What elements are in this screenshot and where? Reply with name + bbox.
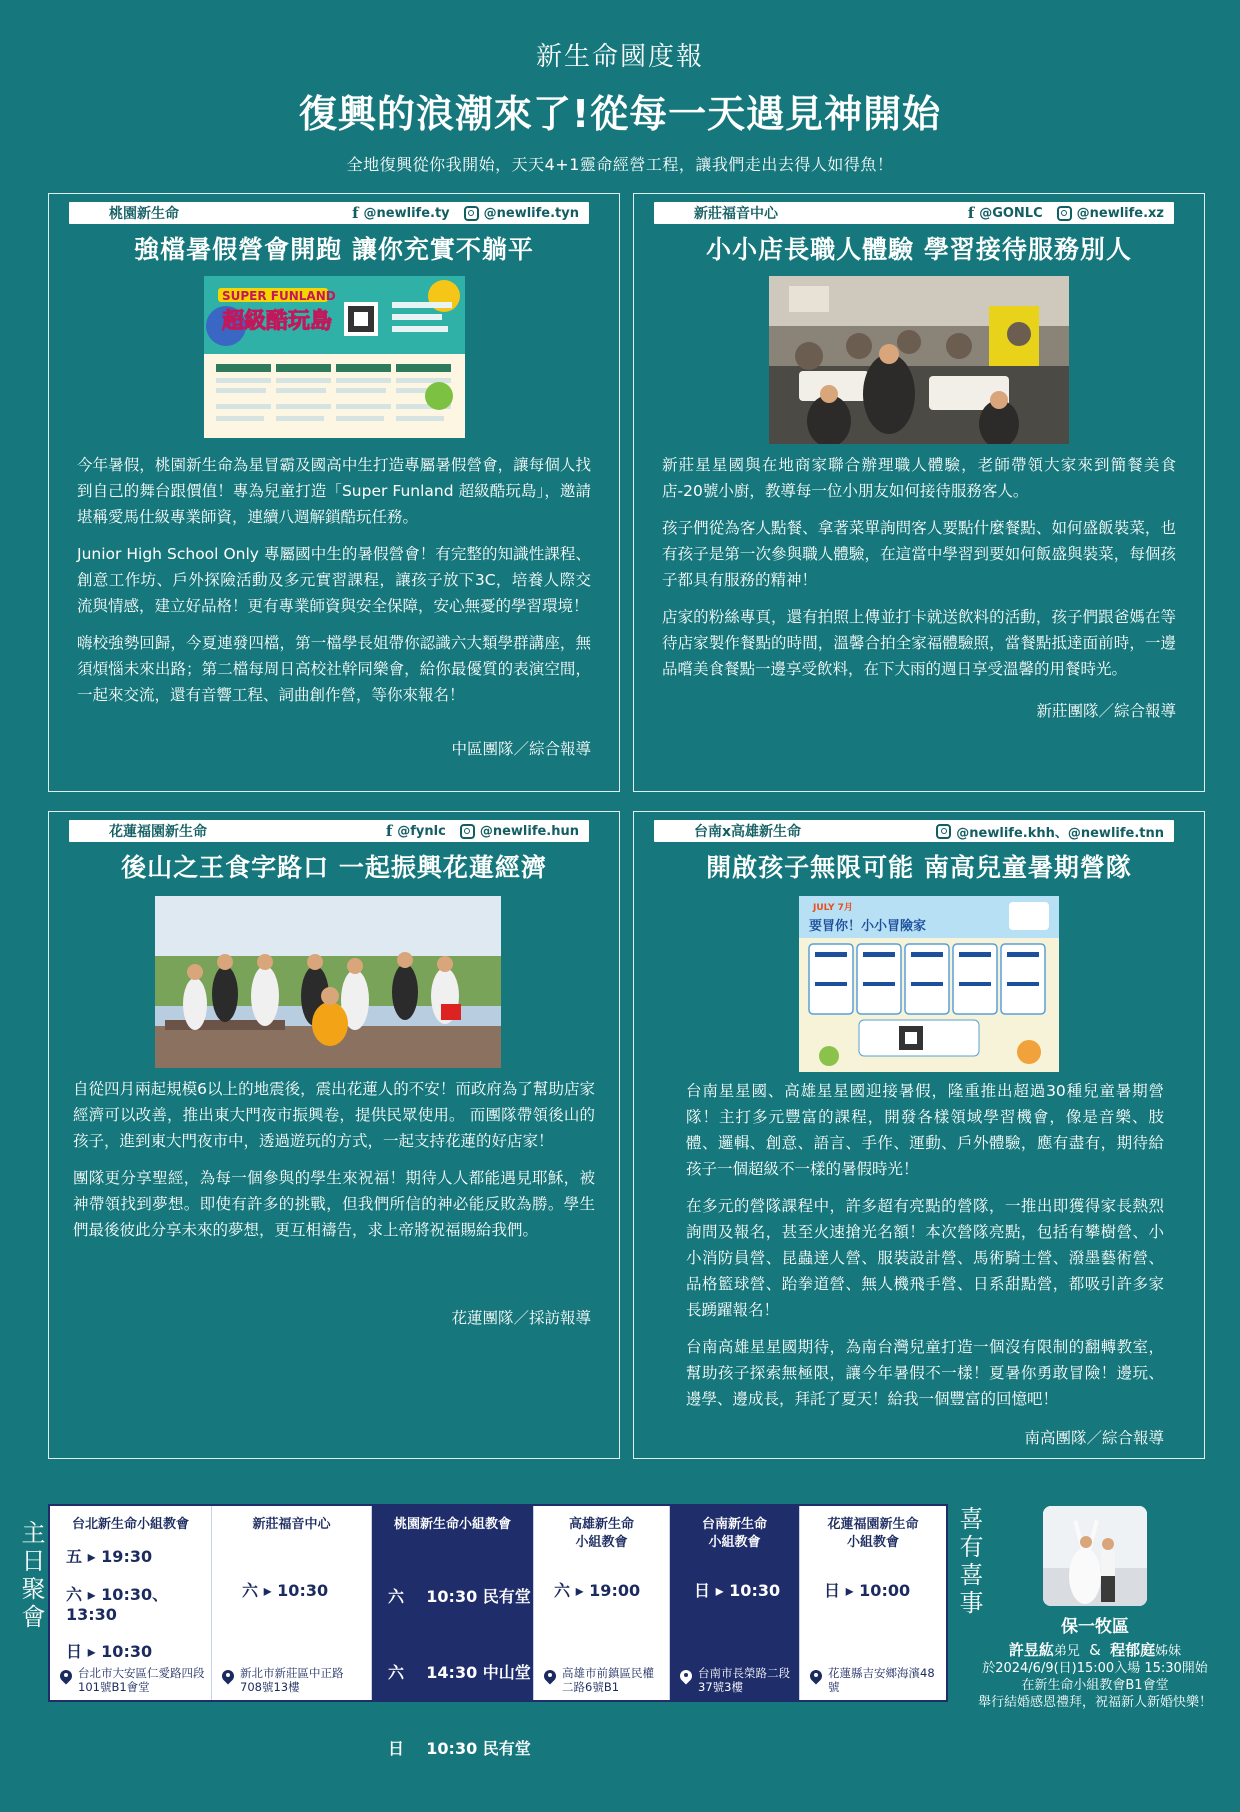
paragraph: 自從四月兩起規模6以上的地震後，震出花蓮人的不安！而政府為了幫助店家經濟可以改善，推出東大門夜市振興卷，提供民眾使用。 而團隊帶領後山的孩子，進到東大門夜市中，透過遊玩的方式，一起支持花蓮的好店家！ <box>73 1080 595 1150</box>
church-name: 台南x高雄新生命 <box>694 824 802 840</box>
article-header-bar <box>654 202 1174 224</box>
schedule-col-hualien <box>800 1506 946 1700</box>
church-address[interactable] <box>222 1666 365 1694</box>
service-time: 六 14:30 中山堂 <box>388 1663 531 1682</box>
article-credit: 新莊團隊／綜合報導 <box>1036 702 1176 720</box>
paragraph: 台南高雄星星國期待，為南台灣兒童打造一個沒有限制的翻轉教室，幫助孩子探索無極限，讓今年暑假不一樣！夏暑你勇敢冒險！邊玩、邊學、邊成長，拜託了夏天！給我一個豐富的回憶吧！ <box>686 1338 1164 1408</box>
location-pin-icon <box>222 1670 234 1686</box>
instagram-handle[interactable]: @newlife.hun <box>479 823 579 839</box>
groom-name: 許昱紘 <box>1008 1641 1054 1659</box>
article-tainan-kaohsiung <box>633 811 1205 1459</box>
schedule-church-name: 台南新生命 小組教會 <box>701 1517 767 1550</box>
couple-names <box>960 1639 1230 1660</box>
article-body <box>686 1078 1164 1423</box>
service-time: 六 10:30 民有堂 <box>388 1587 531 1606</box>
wedding-title: 保一牧區 <box>1061 1617 1129 1637</box>
article-hualien <box>48 811 620 1459</box>
poster-title-text: JULY 7月 <box>813 903 853 913</box>
group-photo <box>155 896 501 1068</box>
location-pin-icon <box>680 1670 692 1686</box>
service-time: 日 10:30 民有堂 <box>388 1739 531 1758</box>
service-time: 日 ▸ 10:00 <box>824 1581 911 1600</box>
facebook-handle[interactable]: @fynlc <box>397 823 446 839</box>
sunday-service-label: 主日聚會 <box>17 1520 45 1632</box>
wedding-place: 在新生命小組教會B1會堂 <box>1021 1678 1169 1693</box>
schedule-col-taoyuan <box>372 1506 534 1758</box>
schedule-col-kaohsiung <box>534 1506 670 1700</box>
schedule-col-xinzhuang <box>212 1506 372 1700</box>
paragraph: 新莊星星國與在地商家聯合辦理職人體驗，老師帶領大家來到簡餐美食店-20號小廚，教導每一位小朋友如何接待服務客人。 <box>662 456 1176 500</box>
instagram-handle[interactable]: @newlife.tyn <box>483 205 579 221</box>
article-xinzhuang <box>633 193 1205 792</box>
facebook-icon: f <box>967 204 975 222</box>
paragraph: 在多元的營隊課程中，許多超有亮點的營隊，一推出即獲得家長熱烈詢問及報名，甚至火速搶光名額！本次營隊亮點，包括有攀樹營、小小消防員營、昆蟲達人營、服裝設計營、馬術騎士營、潑墨藝術營、品格籃球營、跆拳道營、無人機飛手營、日系甜點營，都吸引許多家長踴躍報名！ <box>686 1197 1164 1319</box>
church-address[interactable] <box>810 1666 940 1694</box>
article-body <box>662 452 1176 693</box>
bride-name: 程郁庭 <box>1110 1641 1156 1659</box>
address-text: 花蓮縣吉安鄉海濱48號 <box>828 1666 935 1694</box>
paragraph: 嗨校強勢回歸，今夏連發四檔，第一檔學長姐帶你認識六大類學群講座，無須煩惱未來出路；第二檔每周日高校社幹同樂會，給你最優質的表演空間，一起來交流，還有音響工程、詞曲創作營，等你來報名！ <box>77 634 591 704</box>
service-schedule <box>48 1504 948 1758</box>
article-title: 開啟孩子無限可能 南高兒童暑期營隊 <box>706 853 1132 882</box>
article-credit: 花蓮團隊／採訪報導 <box>451 1309 591 1327</box>
service-time: 日 ▸ 10:30 <box>694 1581 781 1600</box>
paragraph: 團隊更分享聖經，為每一個參與的學生來祝福！期待人人都能遇見耶穌，被神帶領找到夢想。即使有許多的挑戰，但我們所信的神必能反敗為勝。學生們最後彼此分享未來的夢想，更互相禱告，求上帝將祝福賜給我們。 <box>73 1169 595 1239</box>
paragraph: Junior High School Only 專屬國中生的暑假營會！有完整的知識性課程、創意工作坊、戶外探險活動及多元實習課程，讓孩子放下3C，培養人際交流與情感，建立好品格！更有專業師資與安全保障，安心無憂的學習環境！ <box>77 545 591 615</box>
service-time: 五 ▸ 19:30 <box>66 1547 153 1566</box>
instagram-handle[interactable]: @newlife.xz <box>1076 205 1164 221</box>
camp-poster-image <box>799 896 1059 1072</box>
page-title: 復興的浪潮來了!從每一天遇見神開始 <box>298 92 942 136</box>
church-name: 新莊福音中心 <box>694 206 778 222</box>
service-time: 六 ▸ 19:00 <box>554 1581 641 1600</box>
paragraph: 孩子們從為客人點餐、拿著菜單詢問客人要點什麼餐點、如何盛飯裝菜，也有孩子是第一次參與職人體驗，在這當中學習到要如何飯盛與裝菜，每個孩子都具有服務的精神！ <box>662 519 1176 589</box>
schedule-church-name: 桃園新生命小組教會 <box>393 1517 511 1532</box>
paragraph: 台南星星國、高雄星星國迎接暑假，隆重推出超過30種兒童暑期營隊！主打多元豐富的課程，開發各樣領域學習機會，像是音樂、肢體、邏輯、創意、語言、手作、運動、戶外體驗，應有盡有，期待給孩子一個超級不一樣的暑假時光！ <box>686 1082 1164 1178</box>
church-address[interactable] <box>544 1666 663 1694</box>
paragraph: 今年暑假，桃園新生命為星冒霸及國高中生打造專屬暑假營會，讓每個人找到自己的舞台跟價值！專為兒童打造「Super Funland 超級酷玩島」，邀請堪稱愛馬仕級專業師資，連續八週解鎖酷玩任務。 <box>77 456 591 526</box>
instagram-icon <box>1057 206 1072 221</box>
paragraph: 店家的粉絲專頁，還有拍照上傳並打卡就送飲料的活動，孩子們跟爸媽在等待店家製作餐點的時間，溫馨合拍全家福體驗照，當餐點抵達面前時，一邊品嚐美食餐點一邊享受飲料，在下大雨的週日享受溫馨的用餐時光。 <box>662 608 1176 678</box>
article-credit: 中區團隊／綜合報導 <box>451 740 591 758</box>
schedule-church-name: 新莊福音中心 <box>252 1517 331 1532</box>
article-body <box>77 452 591 719</box>
church-address[interactable] <box>60 1666 205 1694</box>
article-title: 強檔暑假營會開跑 讓你充實不躺平 <box>134 235 534 264</box>
article-header-bar <box>69 820 589 842</box>
instagram-icon <box>936 824 951 839</box>
instagram-icon <box>464 206 479 221</box>
facebook-handle[interactable]: @GONLC <box>979 205 1043 221</box>
schedule-col-tainan <box>670 1506 800 1700</box>
article-taoyuan <box>48 193 620 792</box>
facebook-handle[interactable]: @newlife.ty <box>363 205 450 221</box>
wedding-section-label: 喜有喜事 <box>955 1506 983 1618</box>
location-pin-icon <box>60 1670 72 1686</box>
facebook-icon: f <box>385 822 393 840</box>
poster-sub-text: 要冒你！小小冒險家 <box>809 919 927 934</box>
wedding-desc: 舉行結婚感恩禮拜，祝福新人新婚快樂！ <box>977 1695 1212 1710</box>
camp-poster-image <box>204 276 465 438</box>
article-title: 小小店長職人體驗 學習接待服務別人 <box>706 235 1132 264</box>
ampersand: & <box>1089 1641 1101 1659</box>
schedule-church-name: 高雄新生命 小組教會 <box>568 1517 634 1550</box>
church-name: 花蓮福園新生命 <box>109 824 207 840</box>
article-credit: 南高團隊／綜合報導 <box>1024 1429 1164 1447</box>
address-text: 台南市長榮路二段37號3樓 <box>698 1666 790 1694</box>
schedule-col-taipei <box>50 1506 212 1700</box>
address-text: 新北市新莊區中正路708號13樓 <box>240 1666 344 1694</box>
article-header-bar <box>654 820 1174 842</box>
newspaper-name: 新生命國度報 <box>535 42 704 72</box>
wedding-time: 於2024/6/9(日)15:00入場 15:30開始 <box>982 1661 1208 1676</box>
wedding-announcement <box>960 1506 1230 1711</box>
service-time: 六 ▸ 10:30、13:30 <box>66 1585 169 1624</box>
schedule-church-name: 花蓮福園新生命 小組教會 <box>827 1517 919 1550</box>
page-tagline: 全地復興從你我開始，天天4+1靈命經營工程，讓我們走出去得人如得魚！ <box>346 155 894 174</box>
schedule-church-name: 台北新生命小組教會 <box>71 1517 189 1532</box>
service-time: 日 ▸ 10:30 <box>66 1642 153 1661</box>
facebook-icon: f <box>352 204 359 222</box>
church-address[interactable] <box>680 1666 793 1694</box>
groom-suffix: 弟兄 <box>1053 1644 1080 1659</box>
article-body <box>73 1076 595 1254</box>
article-header-bar <box>69 202 589 224</box>
location-pin-icon <box>544 1670 556 1686</box>
instagram-icon <box>460 824 475 839</box>
bride-suffix: 姊妹 <box>1155 1644 1182 1659</box>
address-text: 台北市大安區仁愛路四段101號B1會堂 <box>78 1666 205 1694</box>
church-name: 桃園新生命 <box>109 206 179 222</box>
service-time: 六 ▸ 10:30 <box>242 1581 329 1600</box>
article-title: 後山之王食字路口 一起振興花蓮經濟 <box>121 853 547 882</box>
instagram-handle[interactable]: @newlife.khh、@newlife.tnn <box>956 825 1164 841</box>
poster-sub-text: 超級酷玩島 <box>222 309 333 334</box>
page-header <box>0 36 1240 175</box>
restaurant-photo <box>769 276 1069 444</box>
poster-title-text: SUPER FUNLAND <box>222 289 336 303</box>
wedding-photo <box>1043 1506 1147 1606</box>
address-text: 高雄市前鎮區民權二路6號B1 <box>562 1666 654 1694</box>
location-pin-icon <box>810 1670 822 1686</box>
